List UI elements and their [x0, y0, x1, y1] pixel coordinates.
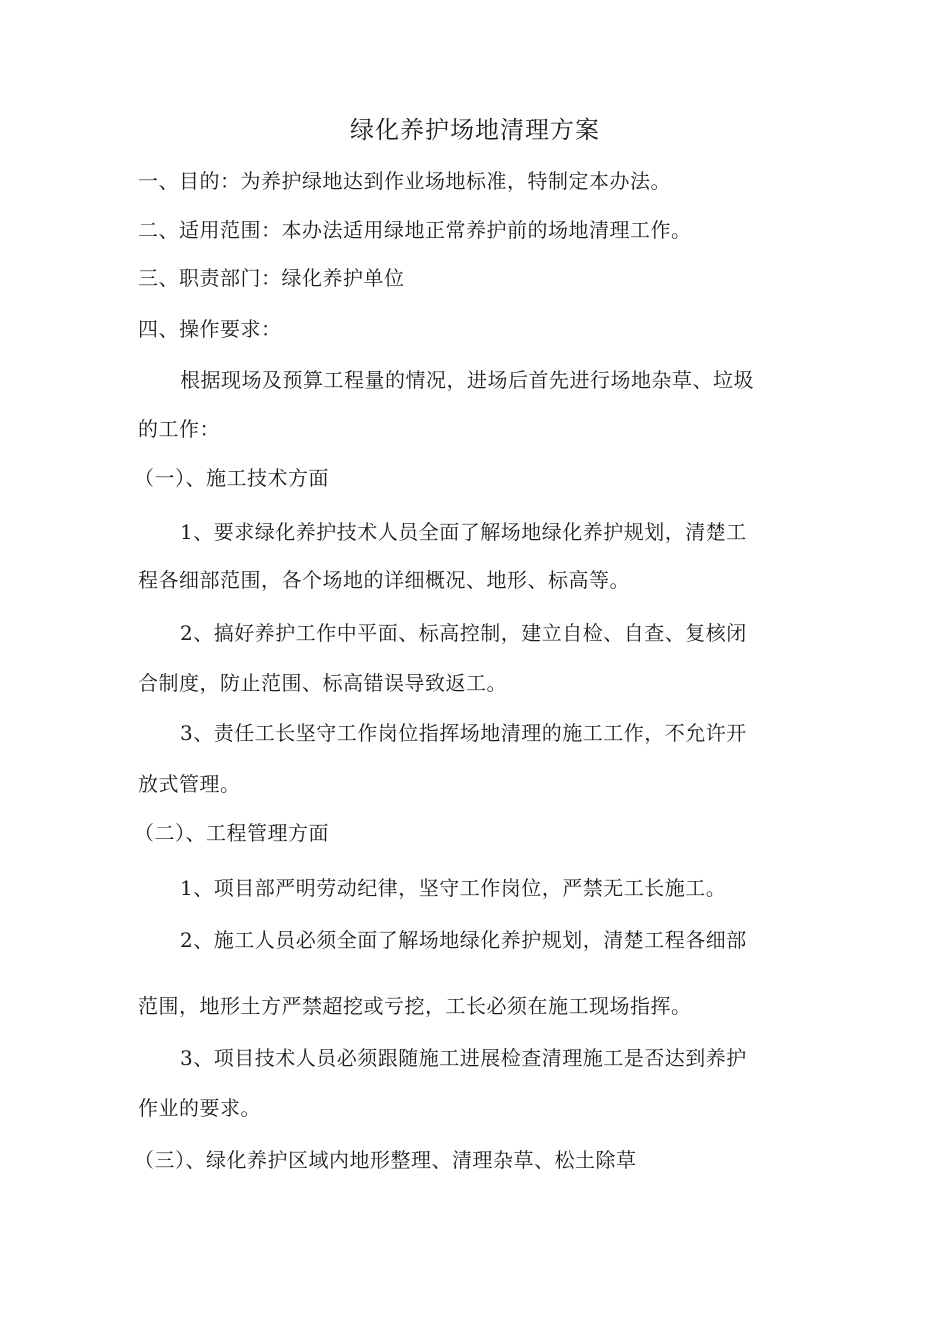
subsection-management: （二）、工程管理方面 [134, 821, 329, 845]
management-item-1: 1、项目部严明劳动纪律，坚守工作岗位，严禁无工长施工。 [180, 876, 727, 900]
technical-item-3-cont: 放式管理。 [138, 772, 241, 796]
paragraph-intro-cont: 的工作： [138, 417, 220, 441]
section-purpose: 一、目的：为养护绿地达到作业场地标准，特制定本办法。 [138, 169, 671, 193]
technical-item-3: 3、责任工长坚守工作岗位指挥场地清理的施工工作，不允许开 [180, 721, 747, 745]
technical-item-1: 1、要求绿化养护技术人员全面了解场地绿化养护规划，清楚工 [180, 520, 747, 544]
subsection-terrain: （三）、绿化养护区域内地形整理、清理杂草、松土除草 [134, 1148, 637, 1172]
technical-item-2: 2、搞好养护工作中平面、标高控制，建立自检、自查、复核闭 [180, 621, 747, 645]
document-title: 绿化养护场地清理方案 [350, 116, 600, 144]
section-department: 三、职责部门：绿化养护单位 [138, 266, 405, 290]
technical-item-1-cont: 程各细部范围，各个场地的详细概况、地形、标高等。 [138, 568, 630, 592]
management-item-3: 3、项目技术人员必须跟随施工进展检查清理施工是否达到养护 [180, 1046, 747, 1070]
paragraph-intro: 根据现场及预算工程量的情况，进场后首先进行场地杂草、垃圾 [180, 368, 754, 392]
technical-item-2-cont: 合制度，防止范围、标高错误导致返工。 [138, 671, 507, 695]
management-item-2-cont: 范围，地形土方严禁超挖或亏挖，工长必须在施工现场指挥。 [138, 994, 692, 1018]
management-item-2: 2、施工人员必须全面了解场地绿化养护规划，清楚工程各细部 [180, 928, 747, 952]
management-item-3-cont: 作业的要求。 [138, 1096, 261, 1120]
section-scope: 二、适用范围：本办法适用绿地正常养护前的场地清理工作。 [138, 218, 692, 242]
subsection-technical: （一）、施工技术方面 [134, 466, 329, 490]
section-requirements: 四、操作要求： [138, 317, 282, 341]
